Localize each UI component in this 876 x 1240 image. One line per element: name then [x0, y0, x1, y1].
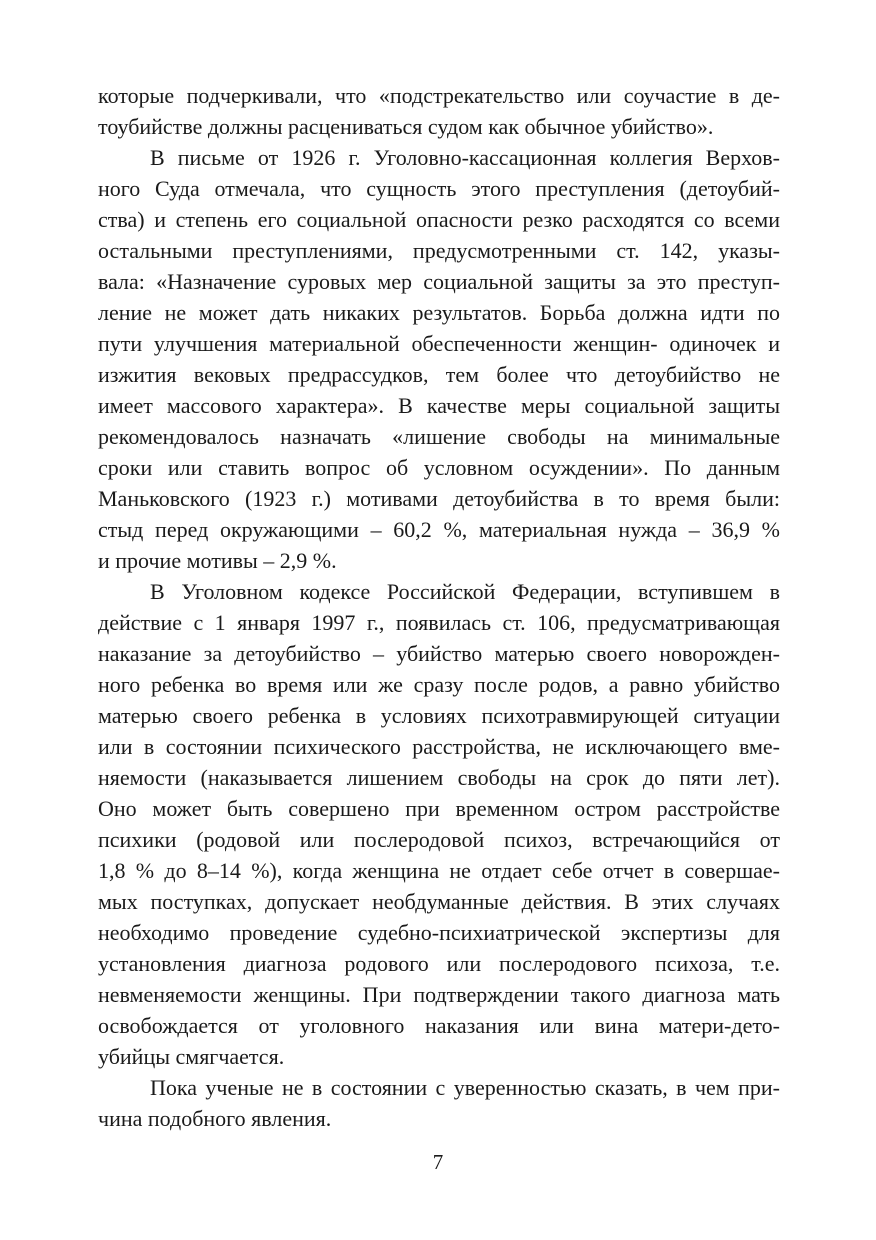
text-line: невменяемости женщины. При подтверждении такого диагноза мать: [98, 982, 780, 1007]
paragraph: [98, 576, 780, 1072]
text-line: 1,8 % до 8–14 %), когда женщина не отдает себе отчет в совершае-: [98, 858, 780, 883]
text-line: Оно может быть совершено при временном остром расстройстве: [98, 796, 780, 821]
text-line: рекомендовалось назначать «лишение свободы на минимальные: [98, 424, 780, 449]
text-line: ного Суда отмечала, что сущность этого преступления (детоубий-: [98, 176, 780, 201]
text-line: и прочие мотивы – 2,9 %.: [98, 548, 337, 573]
text-line: В Уголовном кодексе Российской Федерации, вступившем в: [150, 579, 780, 604]
paragraph: [98, 142, 780, 576]
text-line: мых поступках, допускает необдуманные действия. В этих случаях: [98, 889, 780, 914]
text-line: ства) и степень его социальной опасности резко расходятся со всеми: [98, 207, 780, 232]
text-line: вала: «Назначение суровых мер социальной защиты за это преступ-: [98, 269, 780, 294]
text-line: освобождается от уголовного наказания или вина матери-дето-: [98, 1013, 780, 1038]
text-line: которые подчеркивали, что «подстрекательство или соучастие в де-: [98, 83, 780, 108]
text-line: В письме от 1926 г. Уголовно-кассационная коллегия Верхов-: [150, 145, 780, 170]
text-line: психики (родовой или послеродовой психоз, встречающийся от: [98, 827, 780, 852]
text-line: остальными преступлениями, предусмотренными ст. 142, указы-: [98, 238, 780, 263]
text-line: стыд перед окружающими – 60,2 %, материальная нужда – 36,9 %: [98, 517, 780, 542]
text-line: имеет массового характера». В качестве меры социальной защиты: [98, 393, 780, 418]
text-line: изжития вековых предрассудков, тем более что детоубийство не: [98, 362, 780, 387]
paragraph: [98, 1072, 780, 1134]
text-line: тоубийстве должны расцениваться судом как обычное убийство».: [98, 114, 714, 139]
text-line: няемости (наказывается лишением свободы на срок до пяти лет).: [98, 765, 780, 790]
document-body: [98, 80, 780, 1134]
text-line: или в состоянии психического расстройства, не исключающего вме-: [98, 734, 780, 759]
text-line: необходимо проведение судебно-психиатрической экспертизы для: [98, 920, 780, 945]
text-line: ление не может дать никаких результатов. Борьба должна идти по: [98, 300, 780, 325]
text-line: чина подобного явления.: [98, 1106, 332, 1131]
text-line: Пока ученые не в состоянии с уверенностью сказать, в чем при-: [150, 1075, 780, 1100]
text-line: убийцы смягчается.: [98, 1044, 285, 1069]
text-line: сроки или ставить вопрос об условном осуждении». По данным: [98, 455, 780, 480]
text-line: действие с 1 января 1997 г., появилась ст. 106, предусматривающая: [98, 610, 780, 635]
text-line: наказание за детоубийство – убийство матерью своего новорожден-: [98, 641, 780, 666]
text-line: Маньковского (1923 г.) мотивами детоубийства в то время были:: [98, 486, 780, 511]
text-line: установления диагноза родового или послеродового психоза, т.е.: [98, 951, 780, 976]
text-line: пути улучшения материальной обеспеченности женщин- одиночек и: [98, 331, 780, 356]
paragraph: [98, 80, 780, 142]
text-line: матерью своего ребенка в условиях психотравмирующей ситуации: [98, 703, 780, 728]
page-number: 7: [432, 1150, 444, 1174]
text-line: ного ребенка во время или же сразу после родов, а равно убийство: [98, 672, 780, 697]
